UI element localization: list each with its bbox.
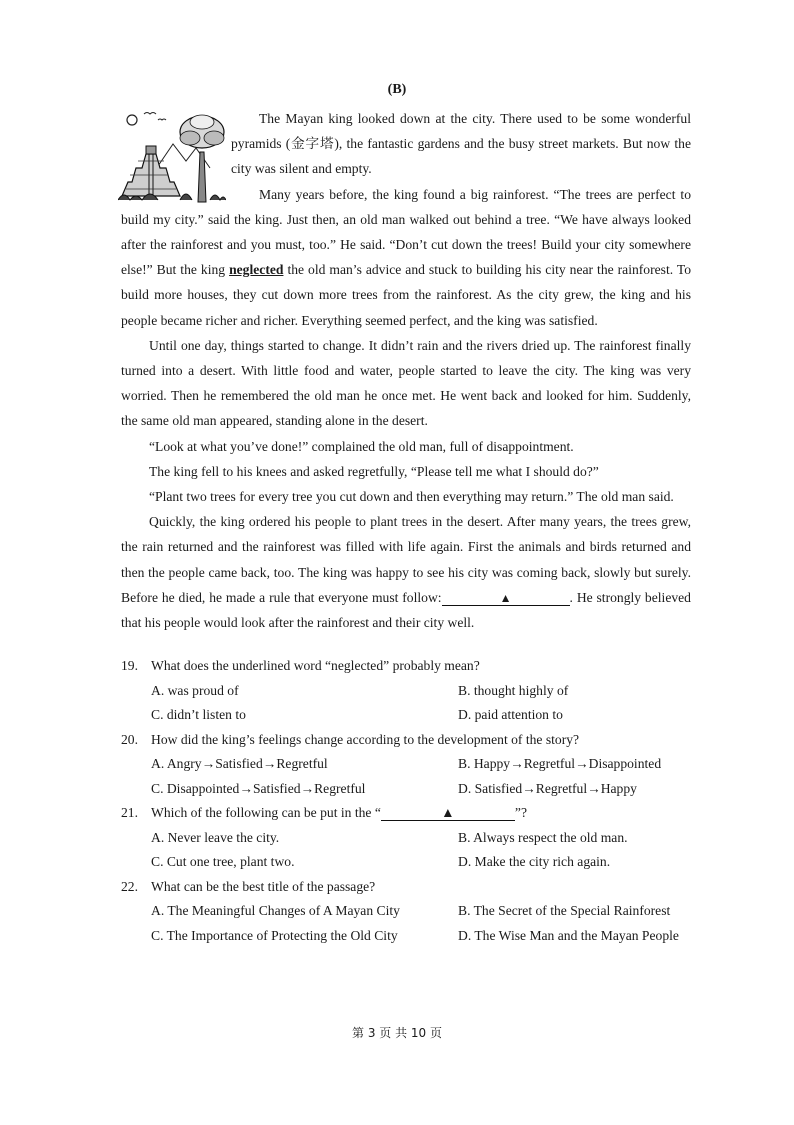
option-b[interactable]: B. thought highly of — [458, 682, 569, 698]
paragraph-2-rest: the old man’s advice and stuck to building his city near the rainforest. To build more houses, they cut down more trees from the rainforest. As the city grew, the king and his people became richer and richer. Everything seemed perfect, and the king was satisfied. — [121, 262, 692, 328]
option-c[interactable]: C. Cut one tree, plant two. — [151, 854, 295, 870]
option-d[interactable]: D. Satisfied→Regretful→Happy — [458, 780, 637, 796]
paragraph-7 — [121, 509, 691, 635]
question-number: 21. — [121, 805, 138, 821]
question-list — [121, 654, 701, 948]
question-stem: How did the king’s feelings change according to the development of the story? — [151, 731, 580, 747]
question-21 — [121, 801, 701, 875]
option-c[interactable]: C. The Importance of Protecting the Old City — [151, 927, 398, 943]
question-number: 22. — [121, 878, 138, 894]
paragraph-6: “Plant two trees for every tree you cut down and then everything may return.” The old man said. — [149, 489, 674, 505]
triangle-mark-icon: ▲ — [499, 590, 512, 605]
option-c[interactable]: C. Disappointed→Satisfied→Regretful — [151, 780, 366, 796]
paragraph-2-start: Many years before, the king found a big rainforest. “The trees are perfect to build my city.” said the king. Just then, an old man walked out behind a tree. “We have always looked after the rainforest and you must, too.” He said. “Don’t cut down the trees! Build your city somewhere else!” But the king — [121, 186, 691, 278]
answer-blank — [381, 806, 515, 821]
option-a[interactable]: A. The Meaningful Changes of A Mayan City — [151, 903, 400, 919]
paragraph-5: The king fell to his knees and asked regretfully, “Please tell me what I should do?” — [149, 463, 599, 479]
paragraph-7-period: . — [569, 589, 573, 605]
paragraph-2 — [121, 182, 691, 333]
paragraph-4: “Look at what you’ve done!” complained the old man, full of disappointment. — [149, 438, 574, 454]
underlined-word: neglected — [229, 262, 284, 278]
question-number: 19. — [121, 658, 138, 674]
reading-passage — [121, 106, 691, 635]
triangle-mark-icon: ▲ — [441, 804, 455, 820]
page-number-footer: 第 3 页 共 10 页 — [352, 1026, 442, 1040]
answer-blank — [442, 591, 570, 606]
section-title: (B) — [387, 82, 407, 97]
question-20 — [121, 728, 701, 802]
question-stem: What does the underlined word “neglected” probably mean? — [151, 658, 480, 674]
question-stem-end: ”? — [514, 805, 527, 821]
question-stem: What can be the best title of the passage? — [151, 878, 376, 894]
option-d[interactable]: D. paid attention to — [458, 707, 563, 723]
paragraph-7-last: He strongly believed that his people would look after the rainforest and their city well. — [121, 589, 691, 631]
question-19 — [121, 654, 701, 728]
question-stem-start: Which of the following can be put in the “ — [151, 805, 381, 821]
option-b[interactable]: B. Always respect the old man. — [458, 829, 628, 845]
option-d[interactable]: D. Make the city rich again. — [458, 854, 611, 870]
option-a[interactable]: A. Never leave the city. — [151, 829, 280, 845]
question-22 — [121, 875, 701, 949]
paragraph-3: Until one day, things started to change. It didn’t rain and the rivers dried up. The rainforest finally turned into a desert. With little food and water, people started to leave the city. The king was very worried. Then he remembered the old man he once met. He went back and looked for him. Suddenly, the same old man appeared, standing alone in the desert. — [121, 337, 691, 429]
option-a[interactable]: A. Angry→Satisfied→Regretful — [151, 756, 328, 772]
option-c[interactable]: C. didn’t listen to — [151, 707, 246, 723]
paragraph-7-text: Quickly, the king ordered his people to plant trees in the desert. After many years, the trees grew, the rain returned and the rainforest was filled with life again. First the animals and birds returned and then the people came back, too. The king was happy to see his city was coming back, slowly but surely. Before he died, he made a rule that everyone must follow: — [121, 514, 691, 605]
option-b[interactable]: B. Happy→Regretful→Disappointed — [458, 756, 662, 772]
question-number: 20. — [121, 731, 138, 747]
option-b[interactable]: B. The Secret of the Special Rainforest — [458, 903, 671, 919]
option-a[interactable]: A. was proud of — [151, 682, 239, 698]
option-d[interactable]: D. The Wise Man and the Mayan People — [458, 927, 679, 943]
paragraph-1: The Mayan king looked down at the city. There used to be some wonderful pyramids (金字塔), the fantastic gardens and the busy street markets. But now the city was silent and empty. — [231, 111, 691, 177]
mayan-pyramid-illustration — [118, 106, 226, 203]
